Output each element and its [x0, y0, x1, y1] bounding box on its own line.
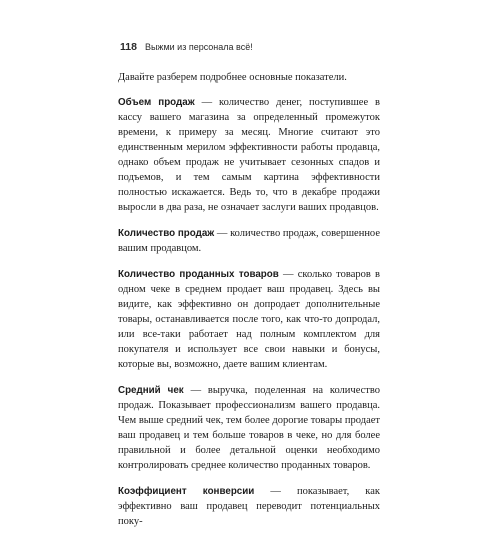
- term-conversion-rate: Коэффициент конверсии: [118, 486, 255, 497]
- paragraph-sales-count: [118, 226, 380, 256]
- definition-sales-volume: — количество денег, поступившее в кассу вашего магазина за определенный промежуток времени, к примеру за месяц. Многие считают это единственным мерилом эффективности работы продавца, однако объем продаж не учитывает сезонных спадов и подъемов, и тем самым картина эффективности полностью искажается. Ведь то, что в декабре продажи выросли в два раза, не означает заслуги ваших продавцов.: [118, 97, 380, 213]
- body-text: [118, 68, 380, 540]
- term-sales-volume: Объем продаж: [118, 97, 195, 108]
- paragraph-average-check: [118, 383, 380, 473]
- definition-sales-count: — количество продаж, совершенное вашим продавцом.: [118, 228, 380, 254]
- definition-items-sold: — сколько товаров в одном чеке в среднем продает ваш продавец. Здесь вы видите, как эффективно он допродает дополнительные товары, останавливается после того, как что-то допродал, или все-таки работает над полным комплектом для покупателя и использует все свои навыки и бонусы, которые вы, возможно, даете вашим клиентам.: [118, 269, 380, 370]
- term-items-sold: Количество проданных товаров: [118, 269, 279, 280]
- definition-average-check: — выручка, поделенная на количество продаж. Показывает профессионализм вашего продавца. Чем выше средний чек, тем более дорогие товары продает ваш продавец и тем больше товаров в чеке, но для более правильной и более детальной оценки необходимо контролировать среднее количество проданных товаров.: [118, 385, 380, 471]
- book-title: Выжми из персонала всё!: [144, 42, 253, 52]
- paragraph-conversion-rate: [118, 484, 380, 529]
- page-number: 118: [120, 41, 137, 53]
- paragraph-sales-volume: [118, 95, 380, 215]
- intro-paragraph: Давайте разберем подробнее основные показатели.: [118, 72, 347, 83]
- term-average-check: Средний чек: [118, 385, 184, 396]
- paragraph-items-sold: [118, 267, 380, 372]
- term-sales-count: Количество продаж: [118, 228, 215, 239]
- running-head: [120, 40, 380, 54]
- definition-conversion-rate: — показывает, как эффективно ваш продавец переводит потенциальных поку-: [118, 486, 380, 527]
